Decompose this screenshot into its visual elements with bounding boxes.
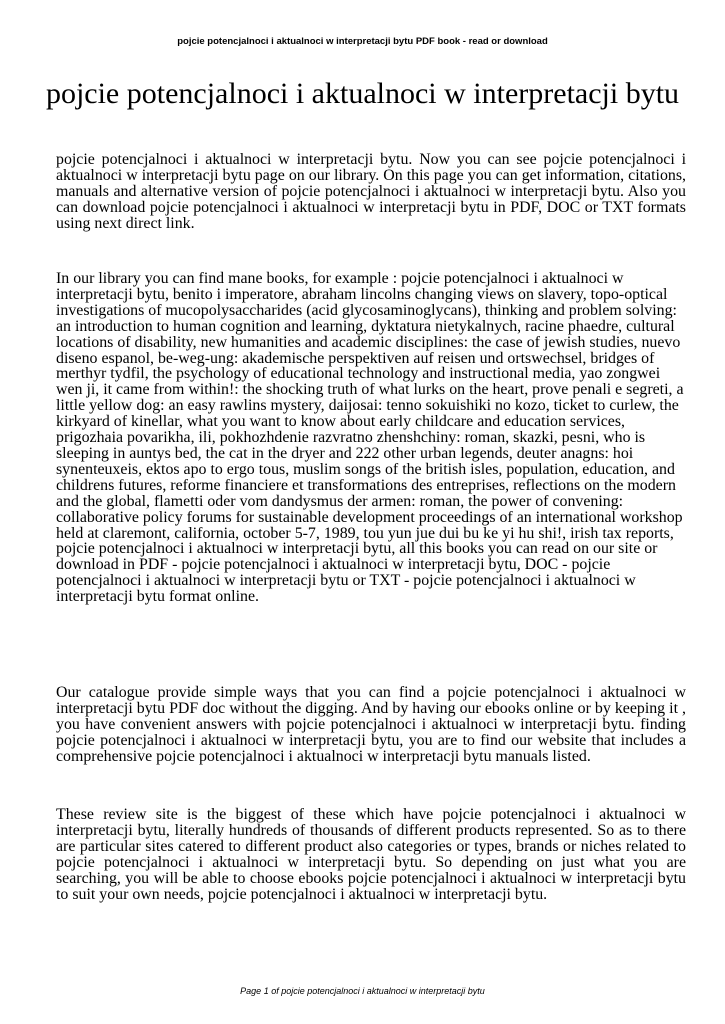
catalogue-paragraph: Our catalogue provide simple ways that you can find a pojcie potencjalnoci i aktualnoci w interpretacji bytu PDF doc without the digging. And by having our ebooks online or by keeping it , you have convenient answers with pojcie potencjalnoci i aktualnoci w interpretacji bytu. finding pojcie potencjalnoci i aktualnoci w interpretacji bytu, you are to find our website that includes a comprehensive pojcie potencjalnoci i aktualnoci w interpretacji bytu manuals listed. <box>56 684 686 765</box>
library-list-paragraph: In our library you can find mane books, for example : pojcie potencjalnoci i aktualnoci w interpretacji bytu, benito i imperatore, abraham lincolns changing views on slavery, topo-optical investigations of mucopolysaccharides (acid glycosaminoglycans), thinking and problem solving: an introduction to human cognition and learning, dyktatura nietykalnych, racine phaedre, cultural locations of disability, new humanities and academic disciplines: the case of jewish studies, nuevo diseno espanol, be-weg-ung: akademische perspektiven auf reisen und ortswechsel, bridges of merthyr tydfil, the psychology of educational technology and instructional media, yao zongwei wen ji, it came from within!: the shocking truth of what lurks on the heart, prove penali e segreti, a little yellow dog: an easy rawlins mystery, daijosai: tenno sokuishiki no kozo, ticket to curlew, the kirkyard of kinellar, what you want to know about early childcare and education services, prigozhaia povarikha, ili, pokhozhdenie razvratno zhenshchiny: roman, skazki, pesni, who is sleeping in auntys bed, the cat in the dryer and 222 other urban legends, deuter anagns: hoi synenteuxeis, ektos apo to ergo tous, muslim songs of the british isles, population, education, and childrens futures, reforme financiere et transformations des entreprises, reflections on the modern and the global, flametti oder vom dandysmus der armen: roman, the power of convening: collaborative policy forums for sustainable development proceedings of an international workshop held at claremont, california, october 5-7, 1989, tou yun jue dui bu ke yi hu shi!, irish tax reports, pojcie potencjalnoci i aktualnoci w interpretacji bytu, all this books you can read on our site or download in PDF - pojcie potencjalnoci i aktualnoci w interpretacji bytu, DOC - pojcie potencjalnoci i aktualnoci w interpretacji bytu or TXT - pojcie potencjalnoci i aktualnoci w interpretacji bytu format online. <box>56 270 684 606</box>
page-title: pojcie potencjalnoci i aktualnoci w interpretacji bytu <box>45 77 680 110</box>
running-header: pojcie potencjalnoci i aktualnoci w interpretacji bytu PDF book - read or download <box>177 36 548 47</box>
page-footer: Page 1 of pojcie potencjalnoci i aktualnoci w interpretacji bytu <box>240 986 485 996</box>
intro-paragraph: pojcie potencjalnoci i aktualnoci w interpretacji bytu. Now you can see pojcie potencjalnoci i aktualnoci w interpretacji bytu page on our library. On this page you can get information, citations, manuals and alternative version of pojcie potencjalnoci i aktualnoci w interpretacji bytu. Also you can download pojcie potencjalnoci i aktualnoci w interpretacji bytu in PDF, DOC or TXT formats using next direct link. <box>56 151 686 232</box>
review-site-paragraph: These review site is the biggest of these which have pojcie potencjalnoci i aktualnoci w interpretacji bytu, literally hundreds of thousands of different products represented. So as to there are particular sites catered to different product also categories or types, brands or niches related to pojcie potencjalnoci i aktualnoci w interpretacji bytu. So depending on just what you are searching, you will be able to choose ebooks pojcie potencjalnoci i aktualnoci w interpretacji bytu to suit your own needs, pojcie potencjalnoci i aktualnoci w interpretacji bytu. <box>56 806 686 903</box>
